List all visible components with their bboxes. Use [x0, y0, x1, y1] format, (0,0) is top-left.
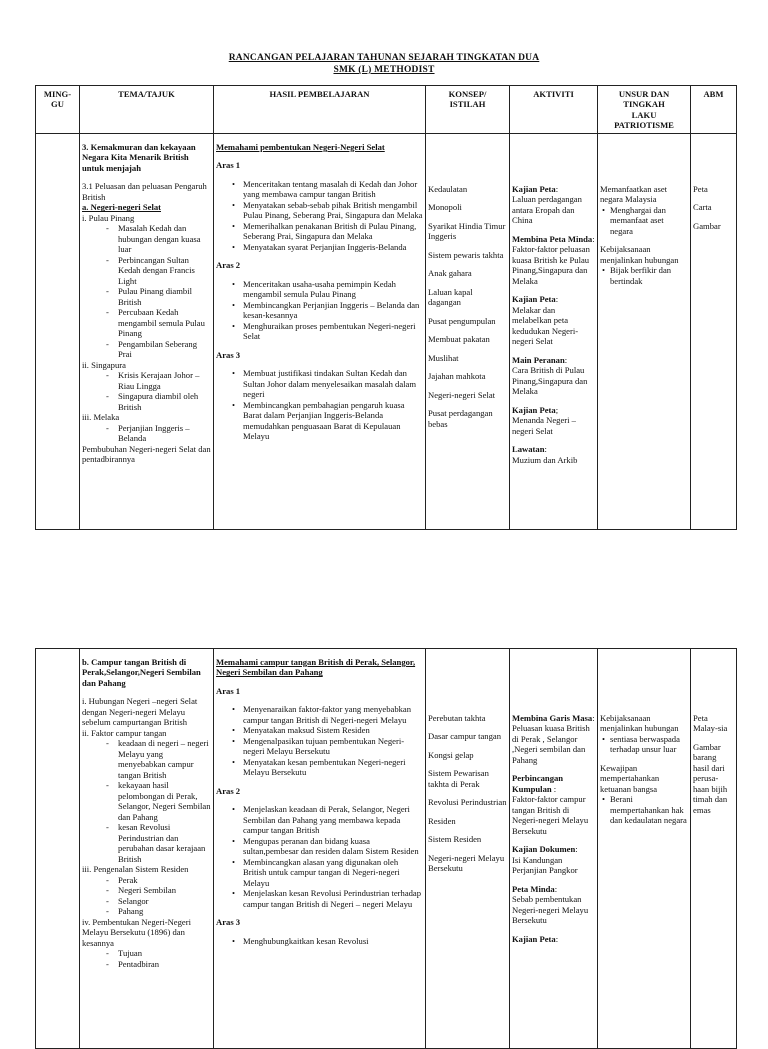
aktiviti-block [512, 234, 595, 244]
aras-label: Aras 2 [216, 785, 241, 796]
tema-point: iii. Pengenalan Sistem Residen [82, 864, 189, 875]
tema-title: b. Campur tangan British di Perak,Selangor,Negeri Sembilan dan Pahang [82, 657, 201, 688]
aktiviti-heading: Main Peranan [512, 354, 565, 365]
aktiviti-block [512, 405, 595, 415]
konsep-item: Anak gahara [428, 268, 472, 279]
list-item: - Pulau Pinang diambil British [82, 286, 211, 307]
aktiviti-text: Peluasan kuasa British di Perak , Selangor ,Negeri sembilan dan Pahang [512, 723, 590, 765]
abm-item: Carta [693, 202, 712, 213]
header-hasil: HASIL PEMBELAJARAN [214, 86, 426, 134]
tema-point: i. Pulau Pinang [82, 212, 135, 223]
hasil-title: Memahami pembentukan Negeri-Negeri Selat [216, 142, 385, 152]
aktiviti-block [512, 713, 595, 723]
list-item: - Krisis Kerajaan Johor – Riau Lingga [82, 370, 211, 391]
list-item: • Menceritakan usaha-usaha pemimpin Kedah mengambil semula Pulau Pinang [216, 279, 423, 300]
list-item: • Menyatakan kesan pembentukan Negeri-negeri Melayu Bersekutu [216, 757, 423, 778]
list-item: - Percubaan Kedah mengambil semula Pulau Pinang [82, 307, 211, 338]
aktiviti-text: Menanda Negeri – negeri Selat [512, 415, 576, 436]
abm-item: Peta Malay-sia [693, 713, 728, 734]
list-item: • Menghargai dan memanfaat aset negara [600, 205, 688, 236]
list-item: • Berani mempertahankan hak dan kedaulatan negara [600, 794, 688, 825]
unsur-list [600, 734, 688, 755]
aktiviti-block [512, 844, 595, 854]
tema-list [82, 223, 211, 359]
konsep-item: Monopoli [428, 202, 462, 213]
tema-list [82, 370, 211, 412]
tema-point: i. Hubungan Negeri –negeri Selat dengan Negeri-negeri Melayu sebelum campurtangan British [82, 696, 198, 728]
konsep-item: Sistem Residen [428, 834, 482, 845]
aras-list [216, 704, 423, 777]
list-item: • Menyatakan maksud Sistem Residen [216, 725, 423, 735]
unsur-list [600, 205, 688, 236]
aktiviti-block [512, 934, 595, 944]
header-unsur: UNSUR DAN TINGKAH LAKU PATRIOTISME [598, 86, 691, 134]
aktiviti-heading: Kajian Peta [512, 404, 556, 415]
list-item: - Pengambilan Seberang Prai [82, 339, 211, 360]
list-item: • Menjelaskan keadaan di Perak, Selangor, Negeri Sembilan dan Pahang yang membawa kepada campur tangan British [216, 804, 423, 835]
aktiviti-heading: Kajian Peta [512, 933, 556, 944]
tema-cell [80, 134, 214, 530]
table-row [36, 134, 737, 530]
aras-label: Aras 3 [216, 349, 241, 360]
aktiviti-block [512, 884, 595, 894]
minggu-cell [36, 134, 80, 530]
list-item: • Menghubungkaitkan kesan Revolusi [216, 936, 423, 946]
aktiviti-heading: Lawatan [512, 444, 545, 455]
list-item: • Menyatakan sebab-sebab pihak British mengambil Pulau Pinang, Seberang Prai, Singapura dan Melaka [216, 200, 423, 221]
list-item: - Masalah Kedah dan hubungan dengan kuasa luar [82, 223, 211, 254]
konsep-item: Negeri-negeri Selat [428, 389, 496, 400]
konsep-item: Syarikat Hindia Timur Inggeris [428, 220, 506, 242]
aktiviti-heading: Membina Peta Minda [512, 233, 593, 244]
list-item: • Membincangkan Perjanjian Inggeris – Belanda dan kesan-kesannya [216, 300, 423, 321]
list-item: • Menghuraikan proses pembentukan Negeri-negeri Selat [216, 321, 423, 342]
tema-list [82, 423, 211, 444]
aktiviti-block [512, 773, 595, 794]
tema-point: iii. Melaka [82, 412, 120, 423]
aktiviti-colon: : [544, 444, 547, 455]
tema-sub: 3.1 Peluasan dan peluasan Pengaruh British [82, 181, 207, 202]
unsur-cell [598, 134, 691, 530]
tema-list [82, 738, 211, 864]
konsep-item: Negeri-negeri Melayu Bersekutu [428, 852, 505, 874]
list-item: - Tujuan [82, 948, 211, 958]
list-item: • Menceritakan tentang masalah di Kedah dan Johor yang membawa campur tangan British [216, 179, 423, 200]
aktiviti-heading: Membina Garis Masa [512, 713, 593, 723]
aktiviti-cell [510, 134, 598, 530]
unsur-text: Kewajipan mempertahankan ketuanan bangsa [600, 762, 660, 794]
hasil-title: Memahami campur tangan British di Perak, Selangor, Negeri Sembilan dan Pahang [216, 657, 416, 678]
tema-cell [80, 649, 214, 1049]
list-item: • Menyenaraikan faktor-faktor yang menyebabkan campur tangan British di Negeri-negeri Melayu [216, 704, 423, 725]
list-item: - Pentadbiran [82, 959, 211, 969]
konsep-cell [426, 649, 510, 1049]
tema-point: Pembubuhan Negeri-negeri Selat dan pentadbirannya [82, 443, 211, 465]
konsep-item: Pusat pengumpulan [428, 315, 496, 326]
aras-list [216, 936, 423, 946]
abm-cell [691, 134, 737, 530]
list-item: • Menyatakan syarat Perjanjian Inggeris-Belanda [216, 242, 423, 252]
aktiviti-text: Cara British di Pulau Pinang,Singapura dan Melaka [512, 365, 588, 397]
list-item: • Menjelaskan kesan Revolusi Perindustrian terhadap campur tangan British di Negeri – negeri Melayu [216, 888, 423, 909]
unsur-text: Kebijaksanaan menjalinkan hubungan [600, 713, 679, 734]
konsep-item: Laluan kapal dagangan [428, 286, 473, 308]
aktiviti-block [512, 294, 595, 304]
list-item: - Pahang [82, 906, 211, 916]
lesson-plan-table-1 [35, 85, 737, 530]
aktiviti-colon: : [551, 783, 557, 794]
konsep-item: Kedaulatan [428, 184, 468, 194]
aktiviti-colon: ; [555, 404, 559, 415]
list-item: • sentiasa berwaspada terhadap unsur luar [600, 734, 688, 755]
aktiviti-text: Sebab pembentukan Negeri-negeri Melayu Bersekutu [512, 894, 589, 926]
aktiviti-text: Laluan perdagangan antara Eropah dan China [512, 194, 582, 226]
list-item: - keadaan di negeri – negeri Melayu yang menyebabkan campur tangan British [82, 738, 211, 780]
konsep-item: Jajahan mahkota [428, 371, 486, 382]
tema-point: ii. Faktor campur tangan [82, 727, 167, 738]
aktiviti-colon: : [564, 354, 568, 365]
konsep-item: Kongsi gelap [428, 749, 474, 760]
konsep-item: Membuat pakatan [428, 334, 490, 345]
list-item: • Membuat justifikasi tindakan Sultan Kedah dan Sultan Johor dalam menyelesaikan masalah dalam negeri [216, 368, 423, 399]
abm-cell [691, 649, 737, 1049]
aktiviti-block [512, 444, 595, 454]
aktiviti-heading: Peta Minda [512, 883, 555, 894]
aras-list [216, 179, 423, 252]
header-minggu: MING- GU [36, 86, 80, 134]
aktiviti-text: Faktor-faktor campur tangan British di Negeri-negeri Melayu Bersekutu [512, 794, 589, 836]
list-item: • Mengenalpasikan tujuan pembentukan Negeri-negeri Melayu Bersekutu [216, 736, 423, 757]
hasil-cell [214, 649, 426, 1049]
konsep-item: Residen [428, 815, 456, 826]
list-item: - Negeri Sembilan [82, 885, 211, 895]
list-item: - Selangor [82, 896, 211, 906]
list-item: • Memerihalkan penakanan British di Pulau Pinang, Seberang Prai, Singapura dan Melaka [216, 221, 423, 242]
aktiviti-block [512, 355, 595, 365]
aktiviti-colon: : [592, 713, 595, 723]
list-item: - Singapura diambil oleh British [82, 391, 211, 412]
header-tema: TEMA/TAJUK [80, 86, 214, 134]
abm-item: Gambar barang hasil dari perusa-haan bijih timah dan emas [693, 741, 728, 815]
konsep-item: Sistem pewaris takhta [428, 249, 504, 260]
aktiviti-colon: : [592, 233, 595, 244]
konsep-item: Revolusi Perindustrian [428, 797, 507, 808]
konsep-item: Pusat perdagangan bebas [428, 408, 493, 429]
lesson-plan-table-2 [35, 648, 737, 1049]
aktiviti-text: Faktor-faktor peluasan kuasa British ke Pulau Pinang,Singapura dan Melaka [512, 244, 590, 286]
aktiviti-colon: : [555, 184, 559, 194]
list-item: - Perjanjian Inggeris – Belanda [82, 423, 211, 444]
list-item: • Mengupas peranan dan bidang kuasa sultan,pembesar dan residen dalam Sistem Residen [216, 836, 423, 857]
aras-label: Aras 2 [216, 260, 241, 271]
aktiviti-heading: Kajian Peta [512, 294, 556, 305]
aktiviti-heading: Kajian Peta [512, 184, 556, 194]
aktiviti-cell [510, 649, 598, 1049]
aktiviti-colon: : [554, 883, 558, 894]
tema-sub: a. Negeri-negeri Selat [82, 202, 161, 213]
unsur-text: Memanfaatkan aset negara Malaysia [600, 184, 668, 205]
konsep-item: Perebutan takhta [428, 713, 486, 723]
header-konsep: KONSEP/ ISTILAH [426, 86, 510, 134]
tema-title: 3. Kemakmuran dan kekayaan Negara Kita Menarik British untuk menjajah [82, 142, 196, 173]
aktiviti-heading: Perbincangan Kumpulan [512, 773, 564, 794]
list-item: • Membincangkan pembahagian pengaruh kuasa Barat dalam Perjanjian Inggeris-Belanda memudahkan penguasaan Barat di Kepulauan Melayu [216, 400, 423, 442]
tema-point: iv. Pembentukan Negeri-Negeri Melayu Bersekutu (1896) dan kesannya [82, 916, 191, 948]
table-header-row [36, 86, 737, 134]
abm-item: Gambar [693, 220, 721, 231]
minggu-cell [36, 649, 80, 1049]
aras-label: Aras 3 [216, 917, 241, 928]
konsep-cell [426, 134, 510, 530]
tema-list [82, 875, 211, 917]
header-abm: ABM [691, 86, 737, 134]
aktiviti-text: Melakar dan melabelkan peta kedudukan Negeri-negeri Selat [512, 304, 579, 347]
header-aktiviti: AKTIVITI [510, 86, 598, 134]
aras-list [216, 804, 423, 909]
list-item: - Perbincangan Sultan Kedah dengan Francis Light [82, 255, 211, 286]
aktiviti-heading: Kajian Dokumen [512, 844, 576, 855]
aras-list [216, 279, 423, 342]
konsep-item: Muslihat [428, 352, 459, 363]
list-item: - kekayaan hasil pelombongan di Perak, Selangor, Negeri Sembilan dan Pahang [82, 780, 211, 822]
unsur-list [600, 265, 688, 286]
table-row [36, 649, 737, 1049]
school-name: SMK (L) METHODIST [333, 65, 435, 75]
aktiviti-text: Isi Kandungan Perjanjian Pangkor [512, 854, 578, 876]
list-item: • Bijak berfikir dan bertindak [600, 265, 688, 286]
list-item: - Perak [82, 875, 211, 885]
konsep-item: Dasar campur tangan [428, 731, 502, 742]
aktiviti-block [512, 184, 595, 194]
aras-list [216, 368, 423, 441]
aktiviti-text: Muzium dan Arkib [512, 454, 578, 465]
abm-item: Peta [693, 184, 708, 194]
konsep-item: Sistem Pewarisan takhta di Perak [428, 768, 489, 789]
tema-point: ii. Singapura [82, 359, 126, 370]
aktiviti-colon: : [555, 294, 559, 305]
document-title: RANCANGAN PELAJARAN TAHUNAN SEJARAH TINGKATAN DUA [228, 53, 540, 63]
list-item: • Membincangkan alasan yang digunakan oleh British untuk campur tangan di Negeri-negeri Melayu [216, 857, 423, 888]
list-item: - kesan Revolusi Perindustrian dan perubahan dasar kerajaan British [82, 822, 211, 864]
unsur-list [600, 794, 688, 825]
unsur-cell [598, 649, 691, 1049]
aktiviti-colon: : [575, 844, 578, 855]
hasil-cell [214, 134, 426, 530]
aras-label: Aras 1 [216, 685, 241, 696]
aras-label: Aras 1 [216, 160, 241, 171]
unsur-text: Kebijaksanaan menjalinkan hubungan [600, 244, 679, 265]
aktiviti-colon: : [555, 933, 559, 944]
tema-list [82, 948, 211, 969]
